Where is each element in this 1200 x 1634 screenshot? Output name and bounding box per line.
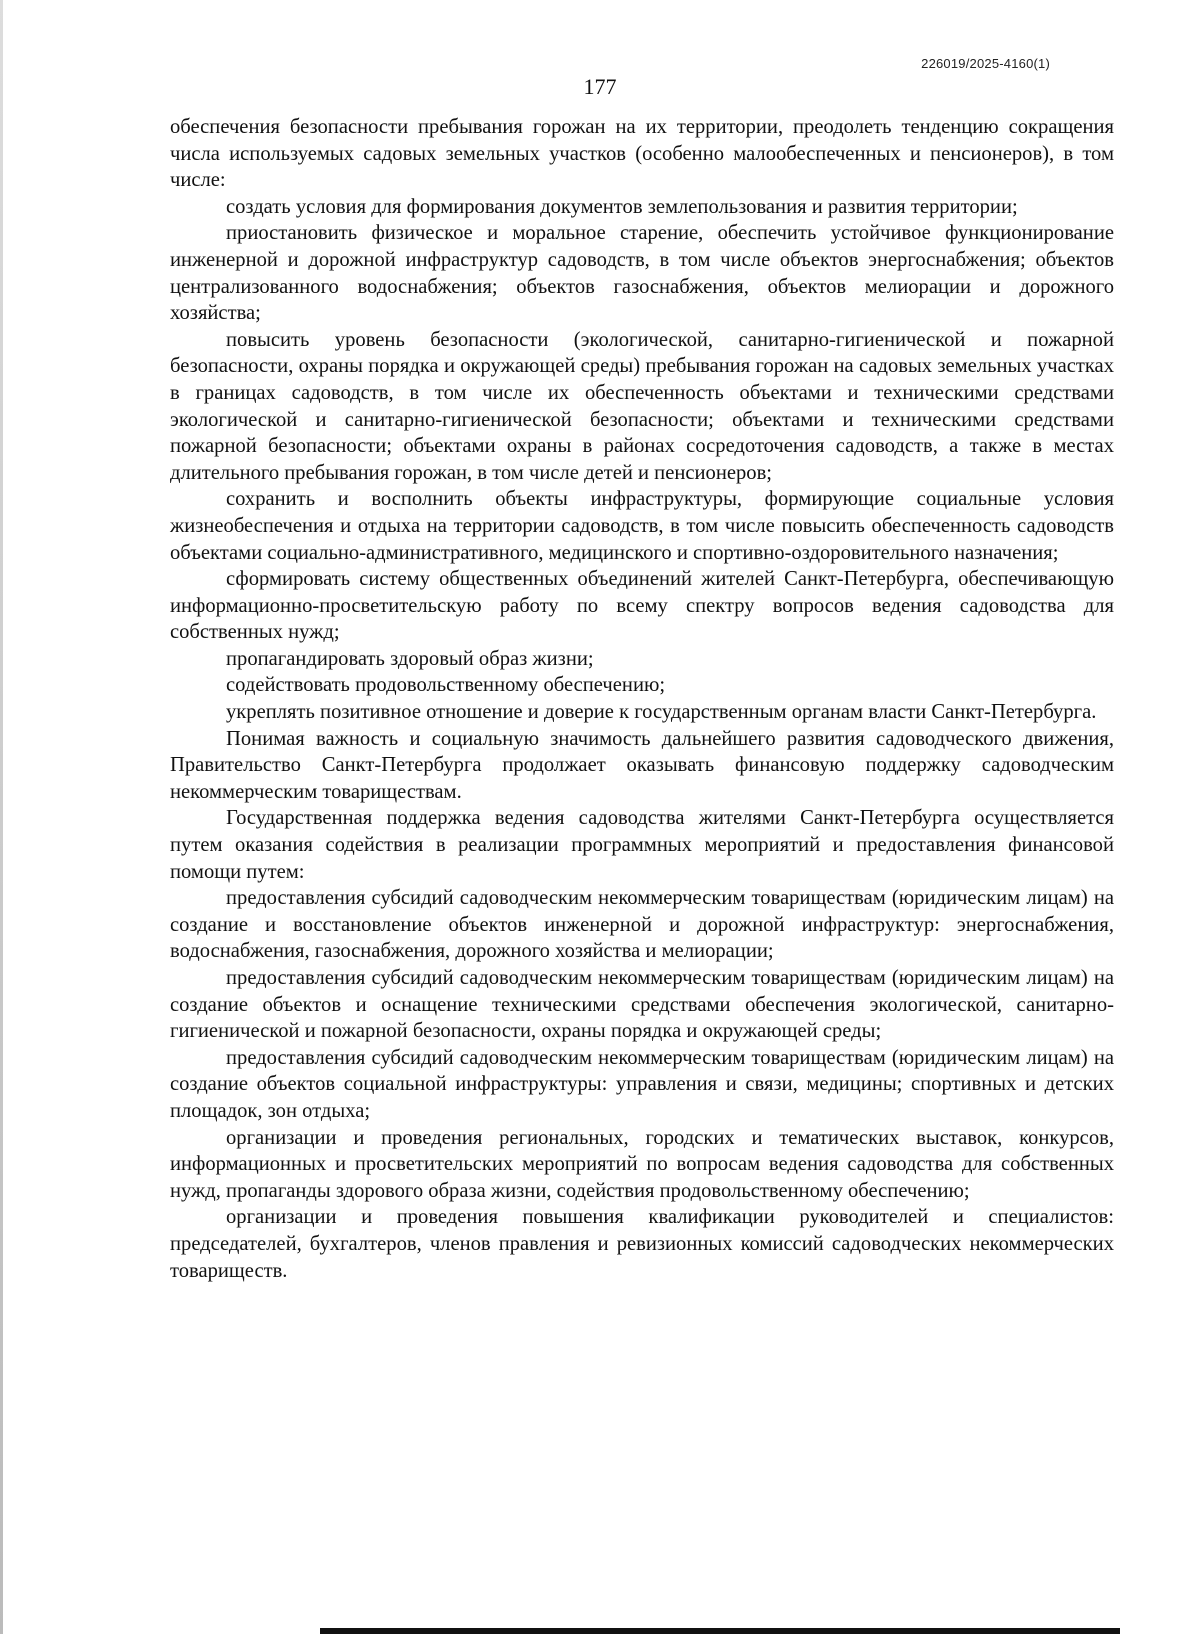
paragraph: Понимая важность и социальную значимость дальнейшего развития садоводческого движения, Правительство Санкт-Петербурга продолжает оказывать финансовую поддержку садоводческим некоммерческим товариществам.: [170, 727, 1114, 803]
paragraph: повысить уровень безопасности (экологической, санитарно-гигиенической и пожарной безопасности, охраны порядка и окружающей среды) пребывания горожан на садовых земельных участках в границах садоводств, в том числе их обеспеченность объектами и техническими средствами экологической и санитарно-гигиенической безопасности; объектами и техническими средствами пожарной безопасности; объектами охраны в районах сосредоточения садоводств, а также в местах длительного пребывания горожан, в том числе детей и пенсионеров;: [170, 328, 1114, 484]
scan-edge: [0, 0, 3, 1634]
document-id: 226019/2025-4160(1): [921, 56, 1050, 71]
paragraph: Государственная поддержка ведения садоводства жителями Санкт-Петербурга осуществляется путем оказания содействия в реализации программных мероприятий и предоставления финансовой помощи путем:: [170, 807, 1114, 883]
paragraph: сформировать систему общественных объединений жителей Санкт-Петербурга, обеспечивающую информационно-просветительскую работу по всему спектру вопросов ведения садоводства для собственных нужд;: [170, 568, 1114, 644]
paragraph: укреплять позитивное отношение и доверие к государственным органам власти Санкт-Петербурга.: [226, 701, 1097, 724]
paragraph: содействовать продовольственному обеспечению;: [226, 674, 666, 697]
page-number: 177: [583, 74, 617, 99]
paragraph: пропагандировать здоровый образ жизни;: [226, 647, 594, 670]
document-body: [170, 114, 1114, 1284]
paragraph: обеспечения безопасности пребывания горожан на их территории, преодолеть тенденцию сокращения числа используемых садовых земельных участков (особенно малообеспеченных и пенсионеров), в том числе:: [170, 116, 1114, 192]
paragraph: организации и проведения региональных, городских и тематических выставок, конкурсов, информационных и просветительских мероприятий по вопросам ведения садоводства для собственных нужд, пропаганды здорового образа жизни, содействия продовольственному обеспечению;: [170, 1126, 1114, 1202]
paragraph: приостановить физическое и моральное старение, обеспечить устойчивое функционирование инженерной и дорожной инфраструктур садоводств, в том числе объектов энергоснабжения; объектов централизованного водоснабжения; объектов газоснабжения, объектов мелиорации и дорожного хозяйства;: [170, 222, 1114, 325]
paragraph: организации и проведения повышения квалификации руководителей и специалистов: председателей, бухгалтеров, членов правления и ревизионных комиссий садоводческих некоммерческих товариществ.: [170, 1206, 1114, 1282]
paragraph: сохранить и восполнить объекты инфраструктуры, формирующие социальные условия жизнеобеспечения и отдыха на территории садоводств, в том числе повысить обеспеченность садоводств объектами социально-административного, медицинского и спортивно-оздоровительного назначения;: [170, 488, 1114, 564]
scan-artifact-bar: [320, 1628, 1120, 1634]
paragraph: предоставления субсидий садоводческим некоммерческим товариществам (юридическим лицам) на создание объектов социальной инфраструктуры: управления и связи, медицины; спортивных и детских площадок, зон отдыха;: [170, 1046, 1114, 1122]
paragraph: создать условия для формирования документов землепользования и развития территории;: [226, 195, 1018, 218]
paragraph: предоставления субсидий садоводческим некоммерческим товариществам (юридическим лицам) на создание объектов и оснащение техническими средствами обеспечения экологической, санитарно-гигиенической и пожарной безопасности, охраны порядка и окружающей среды;: [170, 967, 1114, 1043]
paragraph: предоставления субсидий садоводческим некоммерческим товариществам (юридическим лицам) на создание и восстановление объектов инженерной и дорожной инфраструктур: энергоснабжения, водоснабжения, газоснабжения, дорожного хозяйства и мелиорации;: [170, 887, 1114, 963]
